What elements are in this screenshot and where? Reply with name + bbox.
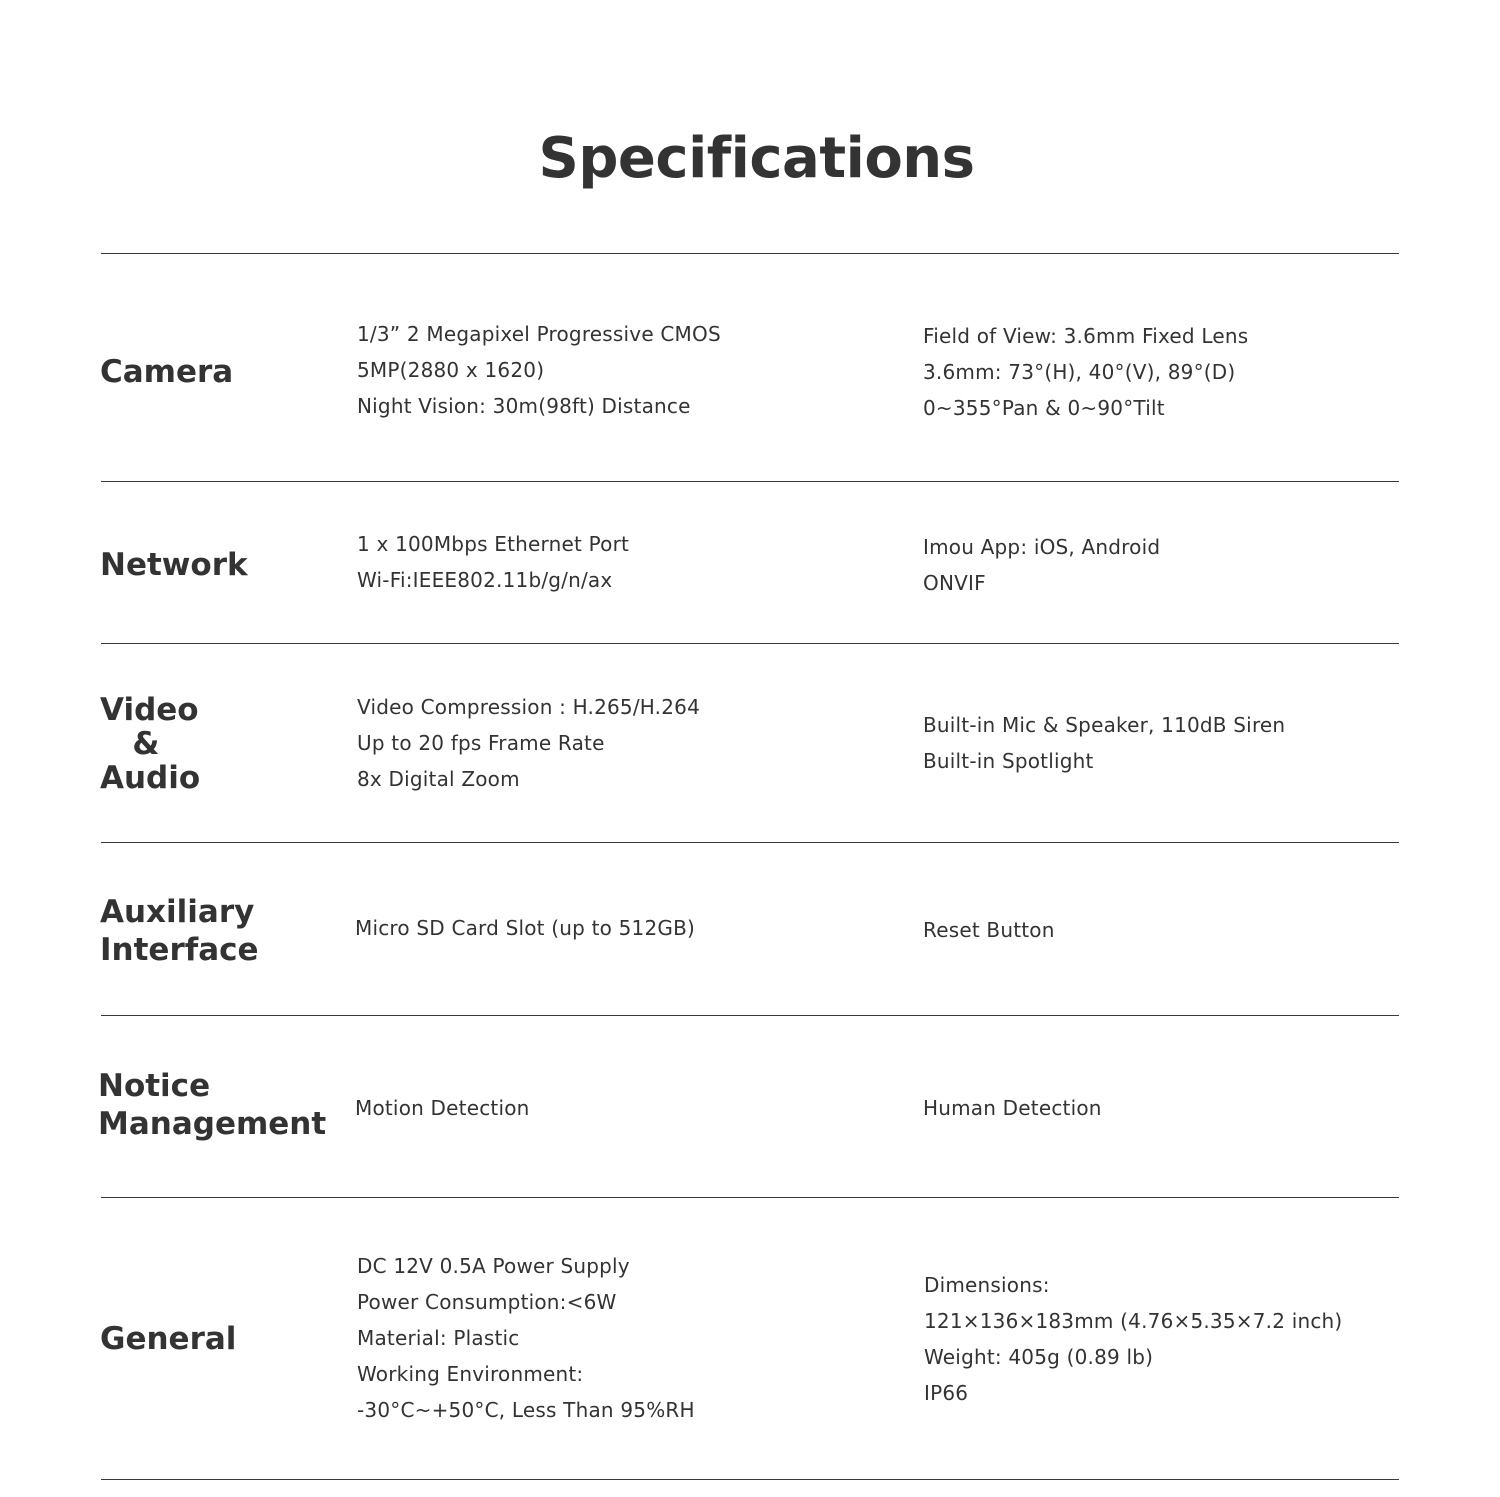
spec-list-left [357, 1248, 695, 1428]
spec-item: Motion Detection [355, 1096, 530, 1120]
spec-item: 8x Digital Zoom [357, 767, 520, 791]
divider [101, 643, 1399, 644]
divider [101, 1197, 1399, 1198]
spec-item: Power Consumption:<6W [357, 1290, 617, 1314]
spec-list-right [923, 707, 1285, 779]
category-label: Camera [100, 354, 234, 390]
category-label: Network [100, 547, 248, 583]
spec-list-right [923, 318, 1248, 426]
spec-item: Built-in Spotlight [923, 749, 1094, 773]
spec-list-left [357, 316, 721, 424]
spec-item: Imou App: iOS, Android [923, 535, 1161, 559]
spec-item: 1 x 100Mbps Ethernet Port [357, 532, 630, 556]
spec-item: ONVIF [923, 571, 986, 595]
divider [101, 842, 1399, 843]
spec-item: Night Vision: 30m(98ft) Distance [357, 394, 691, 418]
divider [101, 253, 1399, 254]
spec-item: 121×136×183mm (4.76×5.35×7.2 inch) [924, 1309, 1343, 1333]
category-label: Video & Audio [100, 692, 201, 796]
spec-item: 5MP(2880 x 1620) [357, 358, 545, 382]
spec-item: 0~355°Pan & 0~90°Tilt [923, 396, 1165, 420]
divider [101, 1015, 1399, 1016]
spec-item: IP66 [924, 1381, 969, 1405]
spec-item: Up to 20 fps Frame Rate [357, 731, 605, 755]
divider [101, 1479, 1399, 1480]
spec-list-right [923, 912, 1055, 948]
spec-item: DC 12V 0.5A Power Supply [357, 1254, 630, 1278]
spec-item: Dimensions: [924, 1273, 1050, 1297]
spec-list-right [923, 1090, 1102, 1126]
spec-item: 3.6mm: 73°(H), 40°(V), 89°(D) [923, 360, 1236, 384]
spec-item: Wi-Fi:IEEE802.11b/g/n/ax [357, 568, 613, 592]
spec-item: Material: Plastic [357, 1326, 520, 1350]
spec-list-right [923, 529, 1160, 601]
spec-item: Weight: 405g (0.89 lb) [924, 1345, 1154, 1369]
spec-item: Working Environment: [357, 1362, 584, 1386]
spec-item: -30°C~+50°C, Less Than 95%RH [357, 1398, 695, 1422]
spec-item: Video Compression : H.265/H.264 [357, 695, 700, 719]
divider [101, 481, 1399, 482]
spec-list-left [357, 689, 700, 797]
spec-item: Reset Button [923, 918, 1055, 942]
spec-list-left [355, 910, 695, 946]
spec-item: Built-in Mic & Speaker, 110dB Siren [923, 713, 1286, 737]
spec-item: 1/3” 2 Megapixel Progressive CMOS [357, 322, 721, 346]
category-label: General [100, 1321, 237, 1357]
spec-list-right [924, 1267, 1342, 1411]
spec-list-left [355, 1090, 530, 1126]
spec-item: Field of View: 3.6mm Fixed Lens [923, 324, 1249, 348]
category-label: Auxiliary Interface [100, 894, 259, 968]
page-title: Specifications [538, 126, 975, 191]
category-label: Notice Management [98, 1068, 327, 1142]
spec-item: Micro SD Card Slot (up to 512GB) [355, 916, 696, 940]
spec-list-left [357, 526, 629, 598]
spec-item: Human Detection [923, 1096, 1102, 1120]
